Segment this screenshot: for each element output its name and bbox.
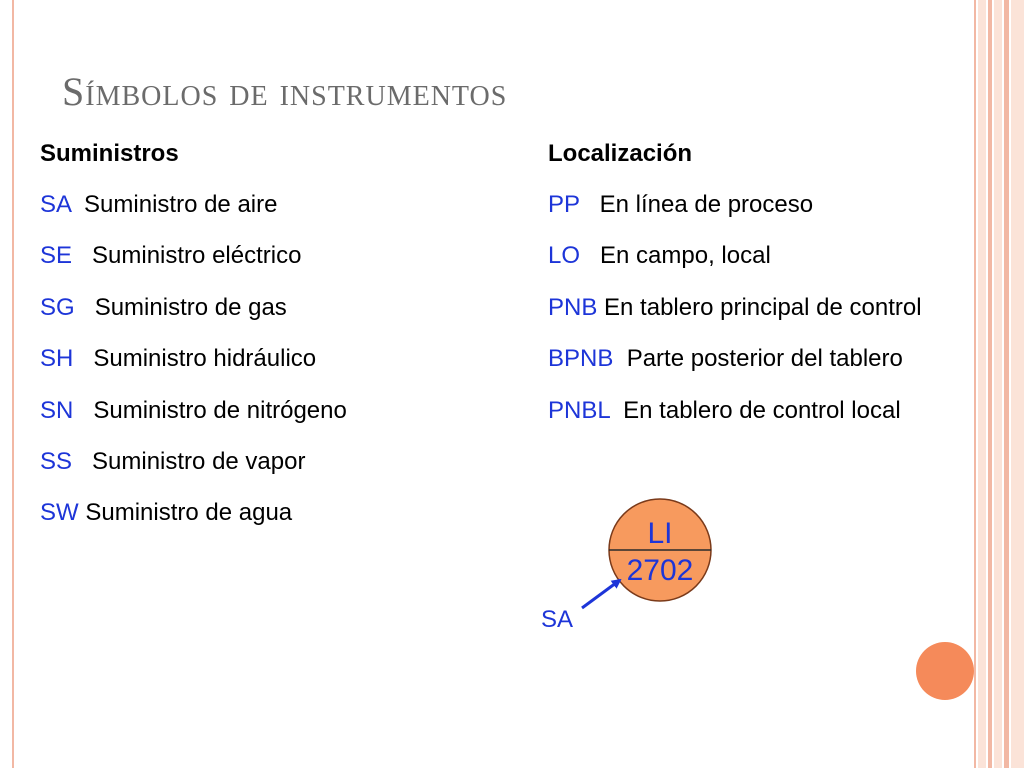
suministro-description: Suministro de vapor [92,447,306,475]
localizacion-code: LO [548,242,581,270]
suministro-code: SH [40,345,74,373]
suministro-description: Suministro de aire [84,191,278,218]
suministro-code: SG [40,293,75,321]
slide-title: Símbolos de instrumentos [62,69,508,114]
decor-accent-circle [916,642,974,700]
localizacion-description: Parte posterior del tablero [626,345,903,373]
localizacion-code: PP [548,191,580,218]
localizacion-description: En tablero principal de control [604,293,922,321]
localizacion-description: En línea de proceso [599,191,814,218]
instrument-number: 2702 [626,554,694,587]
localizacion-code: PNB [548,293,598,321]
supply-arrow [582,580,620,608]
localizacion-code: PNBL [548,396,610,424]
localizacion-code: BPNB [548,345,614,373]
localizacion-heading: Localización [548,140,693,167]
localizacion-description: En tablero de control local [623,396,901,424]
suministro-code: SE [40,242,73,270]
suministro-code: SS [40,447,73,475]
suministro-description: Suministro de gas [94,293,287,321]
suministro-description: Suministro de nitrógeno [93,396,347,424]
localizacion-description: En campo, local [600,242,771,270]
suministro-description: Suministro hidráulico [93,345,317,373]
suministro-code: SW [40,499,79,527]
suministro-description: Suministro eléctrico [92,242,302,270]
instrument-tag: LI [647,517,673,550]
suministros-heading: Suministros [40,140,179,167]
suministro-description: Suministro de agua [85,499,293,527]
suministro-code: SA [40,191,71,218]
suministro-code: SN [40,396,74,424]
supply-label: SA [540,606,574,633]
